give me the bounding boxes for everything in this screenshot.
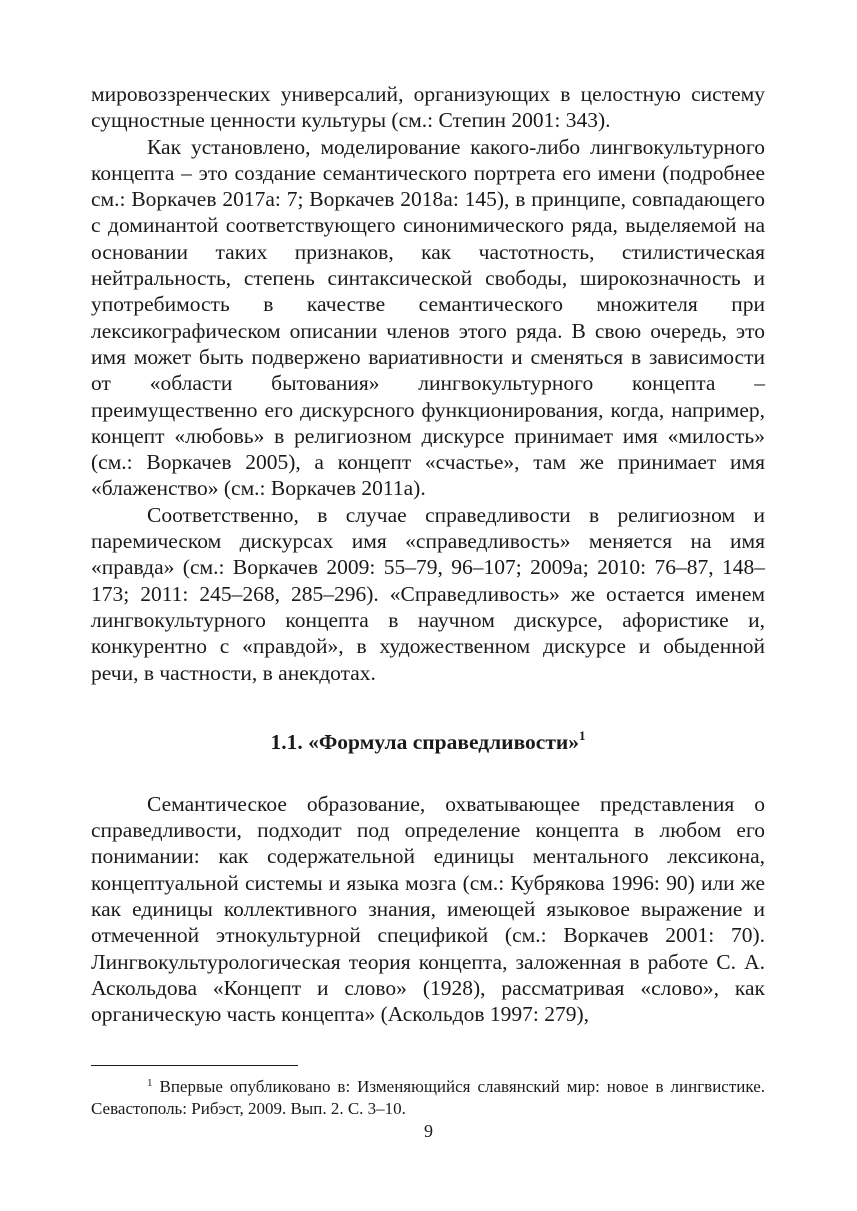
section-heading-text: 1.1. «Формула справедливости» [270,729,580,754]
section-heading [91,729,765,755]
footnote-marker: 1 [147,1077,153,1089]
page-number: 9 [424,1121,433,1141]
paragraph-concept-modeling: Как установлено, моделирование какого-либо лингвокультурного концепта – это создание семантического портрета его имени (подробнее см.: Воркачев 2017а: 7; Воркачев 2018а: 145), в принципе, совпадающего с доминантой соответствующего синонимического ряда, выделяемой на основании таких признаков, как частотность, стилистическая нейтральность, степень синтаксической свободы, широкозначность и употребимость в качестве семантического множителя при лексикографическом описании членов этого ряда. В свою очередь, это имя может быть подвержено вариативности и сменяться в зависимости от «области бытования» лингвокультурного концепта – преимущественно его дискурсного функционирования, когда, например, концепт «любовь» в религиозном дискурсе принимает имя «милость» (см.: Воркачев 2005), а концепт «счастье», там же принимает имя «блаженство» (см.: Воркачев 2011а). [91,134,765,501]
paragraph-justice-discourse: Соответственно, в случае справедливости в религиозном и паремическом дискурсах имя «справедливость» меняется на имя «правда» (см.: Воркачев 2009: 55–79, 96–107; 2009а; 2010: 76–87, 148–173; 2011: 245–268, 285–296). «Справедливость» же остается именем лингвокультурного концепта в научном дискурсе, афористике и, конкурентно с «правдой», в художественном дискурсе и обыденной речи, в частности, в анекдотах. [91,502,765,685]
footnote-text: Впервые опубликовано в: Изменяющийся славянский мир: новое в лингвистике. Севастополь: Рибэст, 2009. Вып. 2. С. 3–10. [91,1077,766,1118]
footnote-divider [91,1065,298,1066]
footnote [91,1076,765,1120]
page-body [91,81,765,1028]
footnote-reference: 1 [579,727,586,743]
paragraph-semantic-formation: Семантическое образование, охватывающее представления о справедливости, подходит под определение концепта в любом его понимании: как содержательной единицы ментального лексикона, концептуальной системы и языка мозга (см.: Кубрякова 1996: 90) или же как единицы коллективного знания, имеющей языковое выражение и отмеченной этнокультурной спецификой (см.: Воркачев 2001: 70). Лингвокультурологическая теория концепта, заложенная в работе С. А. Аскольдова «Концепт и слово» (1928), рассматривая «слово», как органическую часть концепта» (Аскольдов 1997: 279), [91,791,765,1027]
paragraph-continuation: мировоззренческих универсалий, организующих в целостную систему сущностные ценности культуры (см.: Степин 2001: 343). [91,82,765,133]
